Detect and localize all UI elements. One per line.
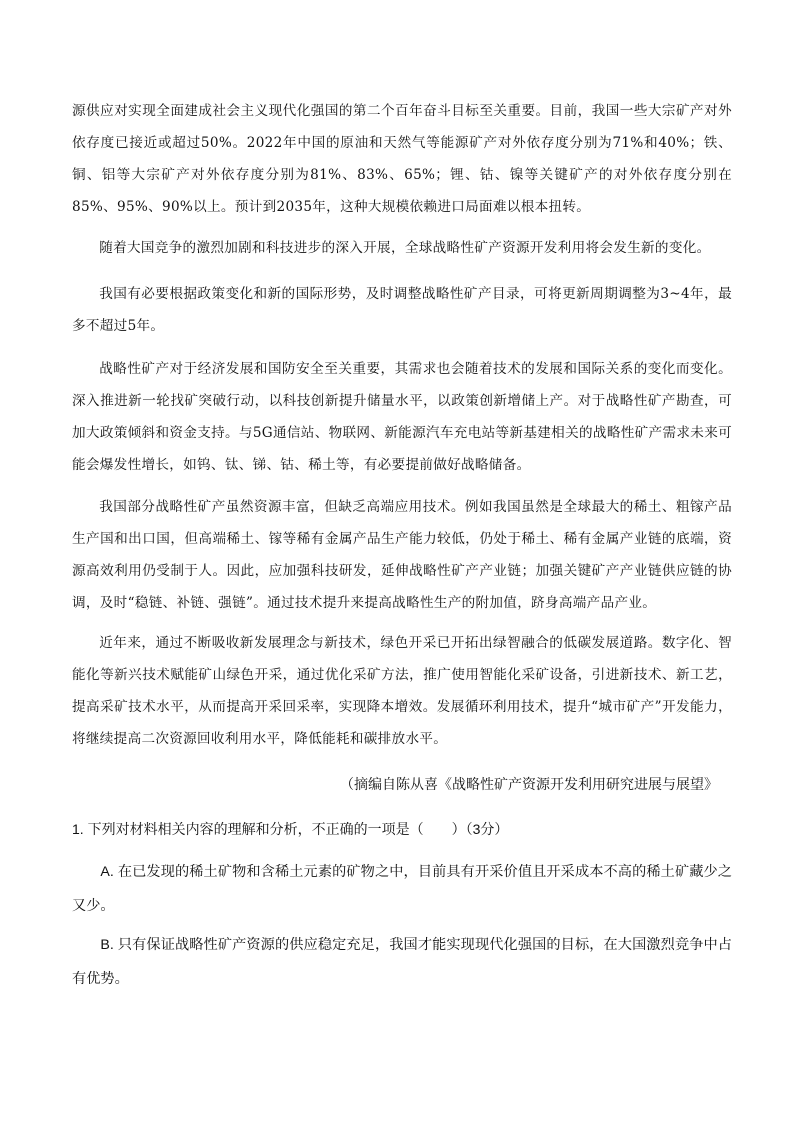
source-citation: （摘编自陈从喜《战略性矿产资源开发利用研究进展与展望》 [340,776,718,792]
option-b: B. 只有保证战略性矿产资源的供应稳定充足，我国才能实现现代化强国的目标，在大国激烈竞争中占有优势。 [72,937,732,987]
paragraph-high-end-technology: 我国部分战略性矿产虽然资源丰富，但缺乏高端应用技术。例如我国虽然是全球最大的稀土、粗镓产品生产国和出口国，但高端稀土、镓等稀有金属产品生产能力较低，仍处于稀土、稀有金属产业链的底端，资源高效利用仍受制于人。因此，应加强科技研发，延伸战略性矿产产业链；加强关键矿产产业链供应链的协调，及时“稳链、补链、强链”。通过技术提升来提高战略性生产的附加值，跻身高端产品产业。 [72,499,732,611]
option-a: A. 在已发现的稀土矿物和含稀土元素的矿物之中，目前具有开采价值且开采成本不高的稀土矿藏少之又少。 [72,864,732,914]
paragraph-green-mining: 近年来，通过不断吸收新发展理念与新技术，绿色开采已开拓出绿智融合的低碳发展道路。数字化、智能化等新兴技术赋能矿山绿色开采，通过优化采矿方法，推广使用智能化采矿设备，引进新技术、新工艺，提高采矿技术水平，从而提高开采回采率，实现降本增效。发展循环利用技术，提升“城市矿产”开发能力，将继续提高二次资源回收利用水平，降低能耗和碳排放水平。 [72,635,732,747]
paragraph-catalog-adjustment: 我国有必要根据政策变化和新的国际形势，及时调整战略性矿产目录，可将更新周期调整为3~4年，最多不超过5年。 [72,286,732,334]
paragraph-continuation: 源供应对实现全面建成社会主义现代化强国的第二个百年奋斗目标至关重要。目前，我国一些大宗矿产对外依存度已接近或超过50%。2022年中国的原油和天然气等能源矿产对外依存度分别为71%和40%；铁、铜、铝等大宗矿产对外依存度分别为81%、83%、65%；锂、钴、镍等关键矿产的对外依存度分别在85%、95%、90%以上。预计到2035年，这种大规模依赖进口局面难以根本扭转。 [72,103,732,215]
paragraph-global-change: 随着大国竞争的激烈加剧和科技进步的深入开展，全球战略性矿产资源开发利用将会发生新的变化。 [99,240,711,256]
question-stem: 1. 下列对材料相关内容的理解和分析，不正确的一项是（ ）（3分） [72,821,509,837]
paragraph-strategic-demand: 战略性矿产对于经济发展和国防安全至关重要，其需求也会随着技术的发展和国际关系的变化而变化。深入推进新一轮找矿突破行动，以科技创新提升储量水平，以政策创新增储上产。对于战略性矿产勘查，可加大政策倾斜和资金支持。与5G通信站、物联网、新能源汽车充电站等新基建相关的战略性矿产需求未来可能会爆发性增长，如钨、钛、锑、钴、稀土等，有必要提前做好战略储备。 [72,361,732,473]
